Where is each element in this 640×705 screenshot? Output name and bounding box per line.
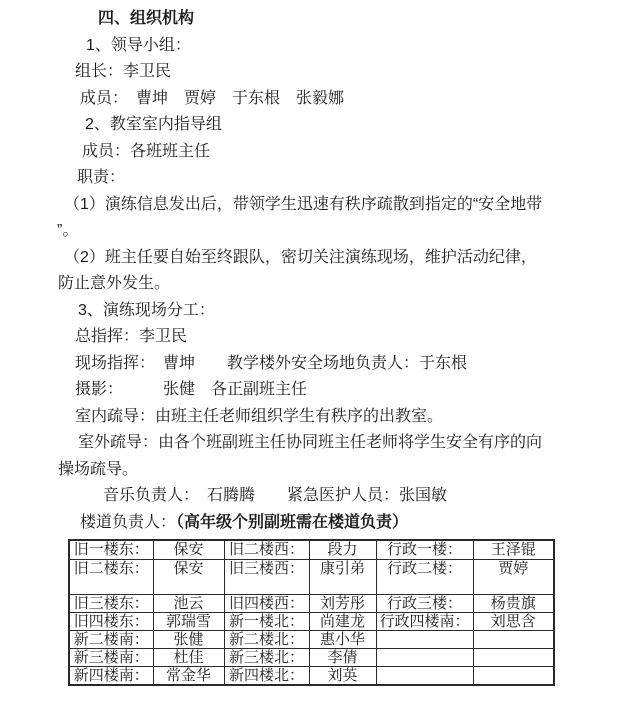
doc-line-corridor — [57, 510, 585, 537]
table-row — [69, 559, 554, 594]
table-cell: 郭瑞雪 — [153, 612, 224, 630]
table-cell: 刘思含 — [473, 612, 554, 630]
table-cell: 行政二楼： — [376, 559, 473, 594]
table-cell: 新四楼南： — [69, 666, 153, 685]
table-cell: 旧一楼东： — [69, 540, 153, 559]
corridor-table — [68, 539, 555, 686]
doc-line-outdoor-guide: 室外疏导：由各个班副班主任协同班主任老师将学生安全有序的向 — [78, 434, 543, 451]
table-cell: 康引弟 — [309, 559, 376, 594]
doc-line-duty-1-cont: ”。 — [57, 222, 79, 239]
table-cell: 新三楼南： — [69, 648, 153, 666]
table-cell: 新四楼北： — [224, 666, 309, 685]
table-cell: 刘英 — [309, 666, 376, 685]
table-row — [69, 666, 554, 685]
doc-line-chief-commander: 总指挥：李卫民 — [75, 328, 188, 345]
table-cell: 行政一楼： — [376, 540, 473, 559]
table-cell: 刘芳彤 — [309, 594, 376, 612]
table-cell: 保安 — [153, 540, 224, 559]
table-cell: 池云 — [153, 594, 224, 612]
table-cell: 贾婷 — [473, 559, 554, 594]
table-row — [69, 648, 554, 666]
doc-line-duties: 职责： — [77, 169, 126, 186]
doc-line-duty-1: （1）演练信息发出后，带领学生迅速有秩序疏散到指定的“安全地带 — [64, 195, 543, 213]
doc-line-members: 成员： 曹坤 贾婷 于东根 张毅娜 — [80, 89, 345, 107]
table-cell: 新一楼北： — [224, 612, 309, 630]
doc-line-leader-group: 1、领导小组： — [86, 36, 191, 54]
doc-line-site-division: 3、演练现场分工： — [78, 301, 215, 319]
table-cell: 行政三楼： — [376, 594, 473, 612]
corridor-label: 楼道负责人： — [80, 513, 177, 531]
doc-line-outdoor-cont: 操场疏导。 — [58, 460, 139, 478]
doc-line-members-2: 成员：各班班主任 — [82, 142, 211, 160]
table-cell: 常金华 — [153, 666, 224, 685]
doc-line-photography: 摄影： 张健 各正副班主任 — [75, 381, 308, 398]
table-cell — [376, 666, 473, 685]
doc-line-site-commander: 现场指挥： 曹坤 教学楼外安全场地负责人：于东根 — [75, 354, 468, 372]
table-row — [69, 594, 554, 612]
table-cell: 李倩 — [309, 648, 376, 666]
table-cell: 段力 — [309, 540, 376, 559]
table-cell: 旧三楼西： — [224, 559, 309, 594]
doc-line-music-medical: 音乐负责人： 石腾腾 紧急医护人员：张国敏 — [103, 487, 448, 504]
table-cell — [376, 648, 473, 666]
table-cell: 旧四楼西： — [224, 594, 309, 612]
table-cell: 保安 — [153, 559, 224, 594]
table-cell — [473, 666, 554, 685]
table-cell — [376, 630, 473, 648]
table-row — [69, 540, 554, 559]
table-cell — [473, 648, 554, 666]
table-cell: 新三楼北： — [224, 648, 309, 666]
doc-line-indoor-guide: 室内疏导：由班主任老师组织学生有秩序的出教室。 — [75, 407, 444, 425]
table-cell — [473, 630, 554, 648]
doc-line-group-leader: 组长：李卫民 — [75, 63, 172, 80]
table-cell: 旧三楼东： — [69, 594, 153, 612]
table-cell: 旧四楼东： — [69, 612, 153, 630]
table-cell: 王泽锟 — [473, 540, 554, 559]
doc-line-duty-2-cont: 防止意外发生。 — [58, 275, 171, 292]
table-cell: 惠小华 — [309, 630, 376, 648]
doc-line-classroom-group: 2、教室室内指导组 — [85, 116, 222, 133]
table-cell: 杜佳 — [153, 648, 224, 666]
table-cell: 新二楼南： — [69, 630, 153, 648]
corridor-note: （高年级个别副班需在楼道负责） — [176, 513, 409, 531]
doc-line-duty-2: （2）班主任要自始至终跟队，密切关注演练现场，维护活动纪律， — [64, 248, 537, 266]
section-heading: 四、组织机构 — [98, 10, 195, 27]
table-cell: 行政四楼南： — [376, 612, 473, 630]
table-cell: 新二楼北： — [224, 630, 309, 648]
table-cell: 旧二楼东： — [69, 559, 153, 594]
table-row — [69, 630, 554, 648]
table-cell: 杨贵旗 — [473, 594, 554, 612]
table-cell: 张健 — [153, 630, 224, 648]
table-row — [69, 612, 554, 630]
table-cell: 旧二楼西： — [224, 540, 309, 559]
table-cell: 尚建龙 — [309, 612, 376, 630]
